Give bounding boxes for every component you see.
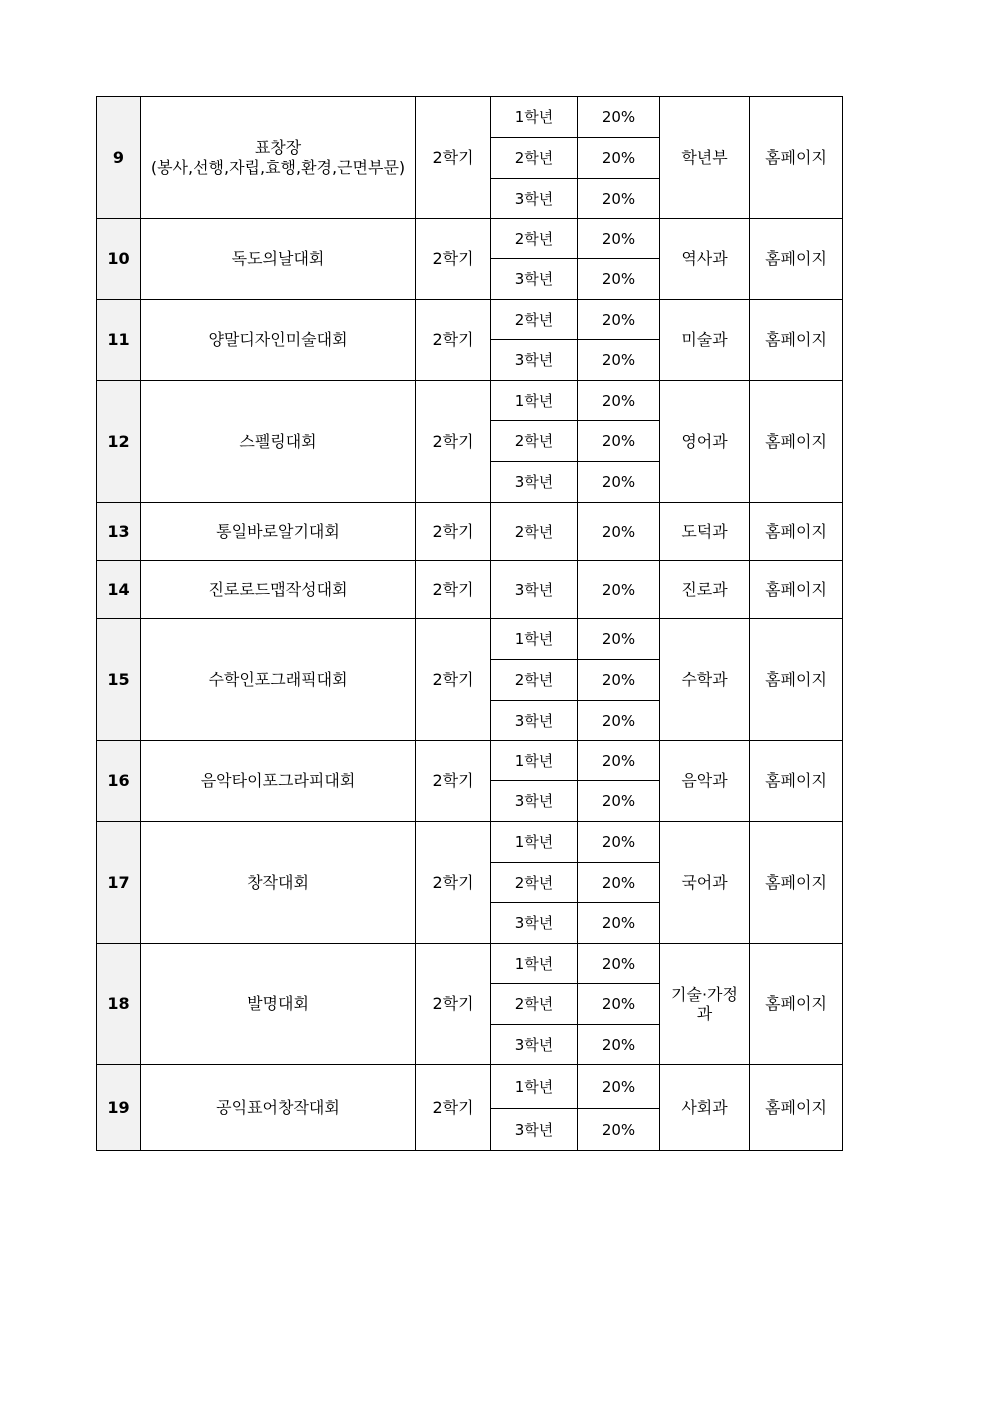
grade: 3학년	[491, 462, 578, 503]
table-row	[97, 1065, 843, 1109]
rate: 20%	[578, 822, 660, 863]
announce-method: 홈페이지	[750, 741, 843, 822]
grade: 3학년	[491, 903, 578, 944]
contest-name	[141, 381, 416, 503]
grade: 1학년	[491, 619, 578, 660]
rate: 20%	[578, 219, 660, 259]
department: 수학과	[660, 619, 750, 741]
rate: 20%	[578, 462, 660, 503]
rate: 20%	[578, 138, 660, 179]
contest-table-body	[97, 97, 843, 1151]
department: 진로과	[660, 561, 750, 619]
announce-method: 홈페이지	[750, 822, 843, 944]
contest-name	[141, 300, 416, 381]
contest-name	[141, 944, 416, 1065]
rate: 20%	[578, 421, 660, 462]
announce-method: 홈페이지	[750, 381, 843, 503]
row-number: 18	[97, 944, 141, 1065]
table-row	[97, 381, 843, 421]
rate: 20%	[578, 1065, 660, 1109]
rate: 20%	[578, 259, 660, 300]
table-row	[97, 561, 843, 619]
table-row	[97, 503, 843, 561]
row-number: 16	[97, 741, 141, 822]
grade: 2학년	[491, 503, 578, 561]
contest-name	[141, 619, 416, 741]
grade: 1학년	[491, 1065, 578, 1109]
contest-name-line: (봉사,선행,자립,효행,환경,근면부문)	[150, 157, 406, 177]
table-row	[97, 300, 843, 340]
semester: 2학기	[416, 300, 491, 381]
contest-name	[141, 822, 416, 944]
row-number: 19	[97, 1065, 141, 1151]
semester: 2학기	[416, 1065, 491, 1151]
announce-method: 홈페이지	[750, 219, 843, 300]
rate: 20%	[578, 660, 660, 701]
contest-name	[141, 561, 416, 619]
rate: 20%	[578, 903, 660, 944]
row-number: 11	[97, 300, 141, 381]
row-number: 12	[97, 381, 141, 503]
semester: 2학기	[416, 741, 491, 822]
rate: 20%	[578, 179, 660, 219]
department: 사회과	[660, 1065, 750, 1151]
semester: 2학기	[416, 619, 491, 741]
table-row	[97, 97, 843, 138]
table-row	[97, 219, 843, 259]
announce-method: 홈페이지	[750, 561, 843, 619]
rate: 20%	[578, 781, 660, 822]
announce-method: 홈페이지	[750, 619, 843, 741]
rate: 20%	[578, 619, 660, 660]
rate: 20%	[578, 863, 660, 903]
semester: 2학기	[416, 822, 491, 944]
grade: 2학년	[491, 219, 578, 259]
department: 미술과	[660, 300, 750, 381]
semester: 2학기	[416, 219, 491, 300]
rate: 20%	[578, 503, 660, 561]
department: 국어과	[660, 822, 750, 944]
department: 영어과	[660, 381, 750, 503]
contest-name-line: 통일바로알기대회	[216, 521, 340, 541]
contest-name-line: 창작대회	[247, 872, 309, 892]
row-number: 10	[97, 219, 141, 300]
rate: 20%	[578, 984, 660, 1025]
grade: 2학년	[491, 863, 578, 903]
grade: 3학년	[491, 1109, 578, 1151]
row-number: 9	[97, 97, 141, 219]
announce-method: 홈페이지	[750, 1065, 843, 1151]
rate: 20%	[578, 97, 660, 138]
contest-name-line: 발명대회	[247, 994, 309, 1014]
row-number: 15	[97, 619, 141, 741]
grade: 1학년	[491, 741, 578, 781]
rate: 20%	[578, 300, 660, 340]
rate: 20%	[578, 340, 660, 381]
semester: 2학기	[416, 561, 491, 619]
grade: 3학년	[491, 701, 578, 741]
table-row	[97, 619, 843, 660]
grade: 3학년	[491, 781, 578, 822]
department: 기술·가정과	[660, 944, 750, 1065]
announce-method: 홈페이지	[750, 300, 843, 381]
contest-name	[141, 741, 416, 822]
grade: 2학년	[491, 421, 578, 462]
announce-method: 홈페이지	[750, 97, 843, 219]
grade: 3학년	[491, 259, 578, 300]
department: 역사과	[660, 219, 750, 300]
table-row	[97, 822, 843, 863]
row-number: 17	[97, 822, 141, 944]
rate: 20%	[578, 741, 660, 781]
contest-name-line: 음악타이포그라피대회	[200, 771, 356, 791]
grade: 1학년	[491, 97, 578, 138]
semester: 2학기	[416, 381, 491, 503]
grade: 1학년	[491, 944, 578, 984]
semester: 2학기	[416, 944, 491, 1065]
contest-name-line: 스펠링대회	[239, 431, 317, 451]
grade: 3학년	[491, 340, 578, 381]
rate: 20%	[578, 944, 660, 984]
grade: 3학년	[491, 179, 578, 219]
table-row	[97, 741, 843, 781]
rate: 20%	[578, 1025, 660, 1065]
grade: 3학년	[491, 561, 578, 619]
department: 학년부	[660, 97, 750, 219]
contest-name-line: 진로로드맵작성대회	[208, 579, 348, 599]
contest-table	[96, 96, 843, 1151]
department: 도덕과	[660, 503, 750, 561]
announce-method: 홈페이지	[750, 503, 843, 561]
contest-name	[141, 97, 416, 219]
rate: 20%	[578, 381, 660, 421]
semester: 2학기	[416, 97, 491, 219]
contest-name	[141, 1065, 416, 1151]
contest-name-line: 표창장	[254, 138, 302, 158]
semester: 2학기	[416, 503, 491, 561]
rate: 20%	[578, 561, 660, 619]
table-row	[97, 944, 843, 984]
rate: 20%	[578, 1109, 660, 1151]
row-number: 13	[97, 503, 141, 561]
grade: 2학년	[491, 138, 578, 179]
contest-name-line: 수학인포그래픽대회	[208, 669, 348, 689]
grade: 2학년	[491, 984, 578, 1025]
row-number: 14	[97, 561, 141, 619]
grade: 3학년	[491, 1025, 578, 1065]
grade: 1학년	[491, 822, 578, 863]
contest-name	[141, 503, 416, 561]
contest-name-line: 독도의날대회	[231, 249, 325, 269]
announce-method: 홈페이지	[750, 944, 843, 1065]
grade: 1학년	[491, 381, 578, 421]
rate: 20%	[578, 701, 660, 741]
contest-name	[141, 219, 416, 300]
grade: 2학년	[491, 660, 578, 701]
contest-name-line: 공익표어창작대회	[216, 1097, 340, 1117]
contest-name-line: 양말디자인미술대회	[208, 330, 348, 350]
department: 음악과	[660, 741, 750, 822]
grade: 2학년	[491, 300, 578, 340]
